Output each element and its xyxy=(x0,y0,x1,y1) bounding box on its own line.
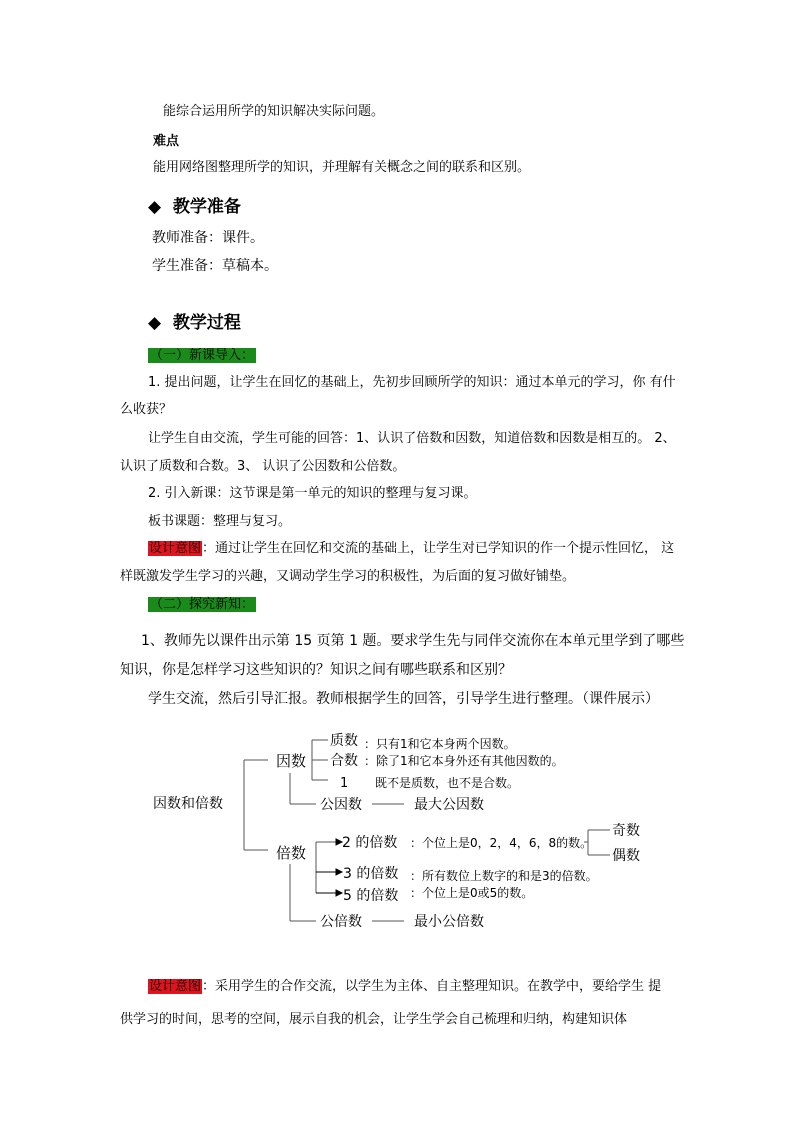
para3: 2. 引入新课：这节课是第一单元的知识的整理与复习课。 xyxy=(148,486,477,501)
design-note-2 xyxy=(148,979,661,995)
diamond-bullet-icon: ◆ xyxy=(148,313,162,333)
node-composite-def: ：除了1和它本身外还有其他因数的。 xyxy=(364,754,564,768)
node-m2: 2 的倍数 xyxy=(342,835,398,851)
node-gcf: 最大公因数 xyxy=(414,797,484,813)
design-text-2: ：采用学生的合作交流，以学生为主体、自主整理知识。在教学中，要给学生 提 xyxy=(202,979,662,994)
section2-label: （二）探究新知： xyxy=(150,597,255,612)
node-one-def: 既不是质数，也不是合数。 xyxy=(375,776,520,790)
design-text-1b: 样既激发学生学习的兴趣，又调动学生学习的积极性，为后面的复习做好铺垫。 xyxy=(120,569,576,584)
node-prime-def: ：只有1和它本身两个因数。 xyxy=(364,737,516,751)
design-label-1: 设计意图 xyxy=(149,541,202,556)
prep-teacher: 教师准备：课件。 xyxy=(152,230,264,246)
node-factor: 因数 xyxy=(276,752,307,770)
para1-line2: 么收获？ xyxy=(120,402,173,417)
node-composite: 合数 xyxy=(330,753,358,769)
para5-line1: 1、教师先以课件出示第 15 页第 1 题。要求学生先与同伴交流你在本单元里学到了哪些 xyxy=(141,633,685,649)
objective-line: 能综合运用所学的知识解决实际问题。 xyxy=(163,104,385,119)
arrow-icon xyxy=(336,869,342,875)
node-odd: 奇数 xyxy=(612,823,640,839)
node-multiple: 倍数 xyxy=(276,844,307,862)
design-text-2b: 供学习的时间，思考的空间，展示自我的机会，让学生学会自己梳理和归纳，构建知识体 xyxy=(120,1012,628,1027)
prep-heading-text: 教学准备 xyxy=(172,197,241,217)
para2-line1: 让学生自由交流，学生可能的回答：1、认识了倍数和因数，知道倍数和因数是相互的。 2、 xyxy=(148,431,676,446)
arrow-heads xyxy=(316,839,342,896)
para6: 学生交流，然后引导汇报。教师根据学生的回答，引导学生进行整理。（课件展示） xyxy=(148,691,659,707)
node-one: 1 xyxy=(340,776,349,791)
node-m5: 5 的倍数 xyxy=(343,888,399,904)
arrow-icon xyxy=(336,890,342,896)
para1-line1: 1. 提出问题，让学生在回忆的基础上，先初步回顾所学的知识：通过本单元的学习，你 有什 xyxy=(148,375,676,390)
diamond-bullet-icon: ◆ xyxy=(148,197,162,217)
node-prime: 质数 xyxy=(330,733,358,749)
section1-label: （一）新课导入： xyxy=(150,348,255,363)
node-m5-def: ：个位上是0或5的数。 xyxy=(410,886,534,900)
para5-line2: 知识，你是怎样学习这些知识的？知识之间有哪些联系和区别？ xyxy=(120,662,512,678)
design-text-1: ：通过让学生在回忆和交流的基础上，让学生对已学知识的作一个提示性回忆， 这 xyxy=(202,541,675,556)
para4: 板书课题：整理与复习。 xyxy=(148,514,292,529)
node-m2-def: ：个位上是0，2，4，6，8的数。 xyxy=(410,836,593,850)
difficulty-label: 难点 xyxy=(153,134,180,149)
prep-student: 学生准备：草稿本。 xyxy=(152,258,278,274)
node-root: 因数和倍数 xyxy=(153,796,223,812)
para2-line2: 认识了质数和合数。3、 认识了公因数和公倍数。 xyxy=(120,459,406,474)
design-label-2: 设计意图 xyxy=(149,979,202,994)
node-common-multiple: 公倍数 xyxy=(320,914,362,930)
node-common-factor: 公因数 xyxy=(320,797,362,813)
node-even: 偶数 xyxy=(612,848,640,864)
node-m3-def: ：所有数位上数字的和是3的倍数。 xyxy=(410,869,598,883)
process-heading-text: 教学过程 xyxy=(172,313,241,333)
difficulty-text: 能用网络图整理所学的知识，并理解有关概念之间的联系和区别。 xyxy=(153,160,531,175)
node-m3: 3 的倍数 xyxy=(343,866,399,882)
node-lcm: 最小公倍数 xyxy=(414,914,484,930)
